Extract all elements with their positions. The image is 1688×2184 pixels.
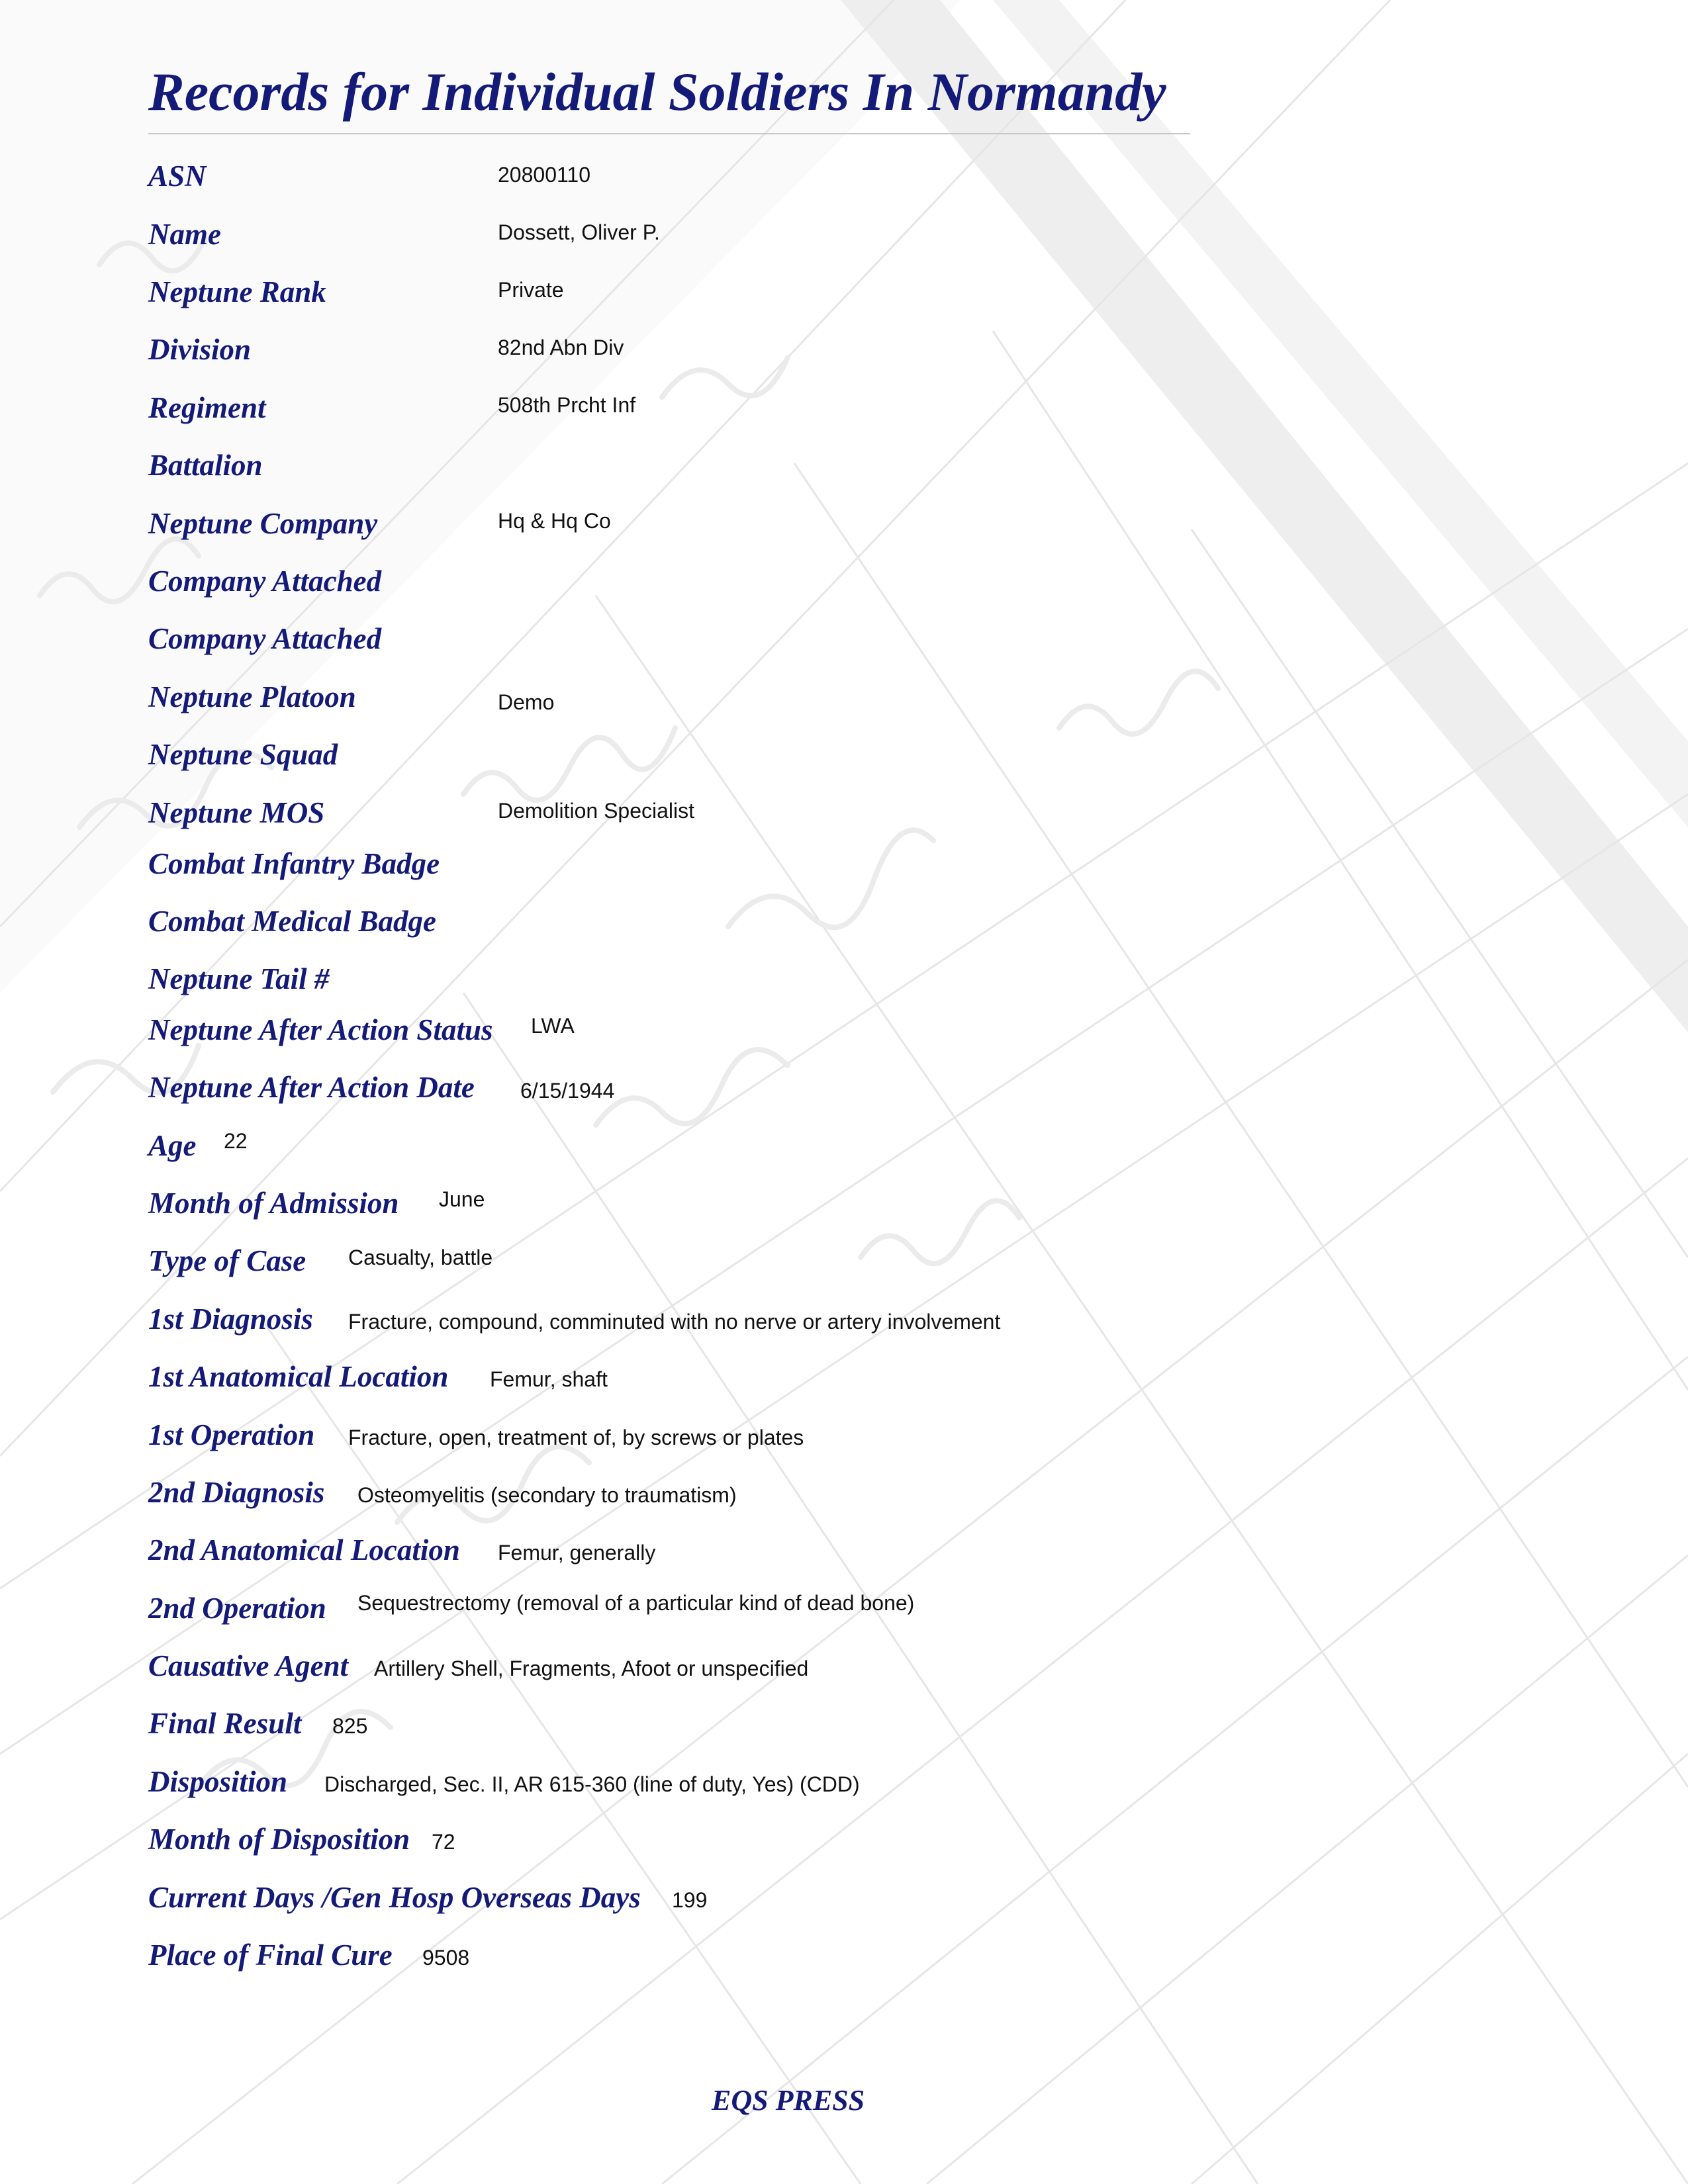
month-of-disposition-label: Month of Disposition <box>148 1823 410 1856</box>
after-action-date-value: 6/15/1944 <box>520 1079 615 1103</box>
1st-operation-label: 1st Operation <box>148 1418 315 1451</box>
division-value: 82nd Abn Div <box>498 336 624 359</box>
disposition-value: Discharged, Sec. II, AR 615-360 (line of duty, Yes) (CDD) <box>324 1772 860 1796</box>
1st-diagnosis-value: Fracture, compound, comminuted with no nerve or artery involvement <box>348 1310 1001 1334</box>
neptune-squad-label: Neptune Squad <box>148 738 338 771</box>
page-title: Records for Individual Soldiers In Normandy <box>148 62 1166 122</box>
current-days-label: Current Days /Gen Hosp Overseas Days <box>148 1881 641 1914</box>
neptune-tail-label: Neptune Tail # <box>148 962 330 995</box>
title-divider <box>148 133 1190 134</box>
2nd-diagnosis-label: 2nd Diagnosis <box>148 1476 325 1509</box>
place-of-final-cure-label: Place of Final Cure <box>148 1938 393 1972</box>
type-of-case-value: Casualty, battle <box>348 1246 493 1269</box>
final-result-value: 825 <box>332 1714 368 1738</box>
place-of-final-cure-value: 9508 <box>422 1946 470 1970</box>
disposition-label: Disposition <box>148 1765 288 1798</box>
name-value: Dossett, Oliver P. <box>498 220 660 244</box>
causative-agent-value: Artillery Shell, Fragments, Afoot or unspecified <box>374 1657 809 1680</box>
battalion-label: Battalion <box>148 449 263 482</box>
current-days-value: 199 <box>672 1888 708 1912</box>
2nd-anatomical-location-label: 2nd Anatomical Location <box>148 1533 460 1567</box>
final-result-label: Final Result <box>148 1707 302 1740</box>
2nd-operation-label: 2nd Operation <box>148 1592 326 1625</box>
neptune-mos-label: Neptune MOS <box>148 796 325 829</box>
2nd-diagnosis-value: Osteomyelitis (secondary to traumatism) <box>357 1483 737 1507</box>
age-value: 22 <box>224 1129 248 1153</box>
1st-operation-value: Fracture, open, treatment of, by screws or plates <box>348 1426 804 1449</box>
company-attached-2-label: Company Attached <box>148 622 382 655</box>
neptune-company-value: Hq & Hq Co <box>498 509 611 533</box>
regiment-value: 508th Prcht Inf <box>498 393 636 417</box>
type-of-case-label: Type of Case <box>148 1244 306 1277</box>
combat-medical-badge-label: Combat Medical Badge <box>148 905 436 938</box>
regiment-label: Regiment <box>148 391 266 424</box>
neptune-platoon-value: Demo <box>498 690 555 714</box>
combat-infantry-badge-label: Combat Infantry Badge <box>148 847 440 880</box>
2nd-anatomical-location-value: Femur, generally <box>498 1541 656 1565</box>
month-of-admission-label: Month of Admission <box>148 1187 399 1220</box>
after-action-status-value: LWA <box>531 1014 575 1038</box>
age-label: Age <box>148 1129 197 1162</box>
1st-anatomical-location-label: 1st Anatomical Location <box>148 1360 449 1393</box>
month-of-admission-value: June <box>439 1187 485 1211</box>
month-of-disposition-value: 72 <box>432 1830 455 1854</box>
2nd-operation-value: Sequestrectomy (removal of a particular kind of dead bone) <box>357 1591 915 1615</box>
neptune-rank-value: Private <box>498 278 564 302</box>
after-action-status-label: Neptune After Action Status <box>148 1013 493 1046</box>
name-label: Name <box>148 218 221 251</box>
publisher-footer: EQS PRESS <box>712 2084 865 2116</box>
division-label: Division <box>148 333 252 366</box>
after-action-date-label: Neptune After Action Date <box>148 1071 475 1104</box>
neptune-company-label: Neptune Company <box>148 507 378 540</box>
company-attached-label: Company Attached <box>148 565 382 598</box>
neptune-platoon-label: Neptune Platoon <box>148 680 356 713</box>
neptune-rank-label: Neptune Rank <box>148 275 326 308</box>
asn-value: 20800110 <box>498 163 590 187</box>
asn-label: ASN <box>148 159 207 193</box>
neptune-mos-value: Demolition Specialist <box>498 799 695 823</box>
causative-agent-label: Causative Agent <box>148 1649 349 1682</box>
1st-anatomical-location-value: Femur, shaft <box>490 1367 608 1391</box>
1st-diagnosis-label: 1st Diagnosis <box>148 1302 313 1336</box>
